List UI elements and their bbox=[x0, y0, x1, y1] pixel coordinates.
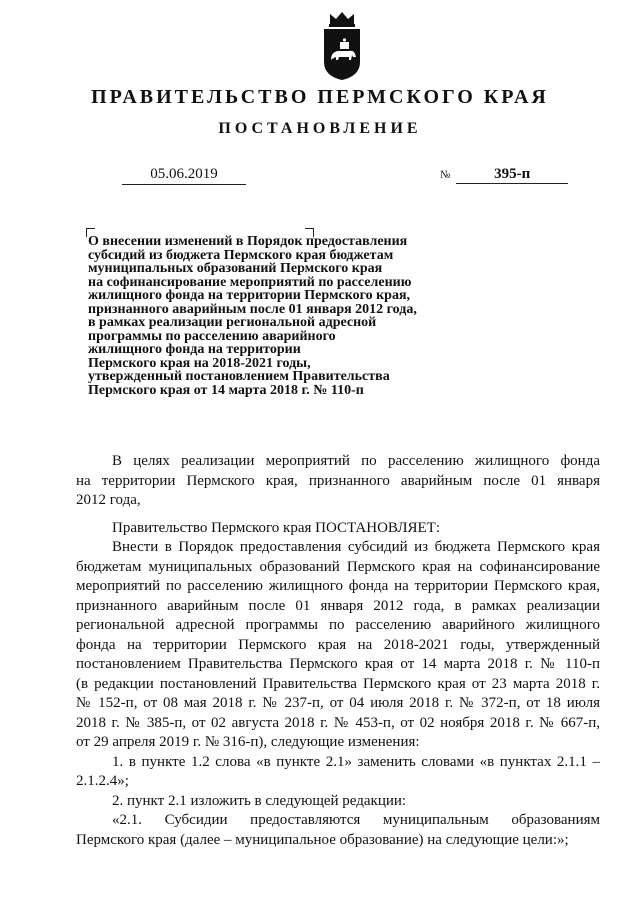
quoted-text-line: «2.1. Субсидии предоставляются муниципальным образованиям bbox=[112, 812, 600, 828]
quoted-text-line: Пермского края (далее – муниципальное образование) на следующие цели:»; bbox=[76, 831, 569, 848]
paragraph-line: 2018 г. № 385-п, от 02 августа 2018 г. № 453-п, от 02 ноября 2018 г. № 667-п, bbox=[76, 714, 600, 731]
paragraph-line: признанного аварийным после 01 января 2012 года, в рамках реализации bbox=[76, 597, 600, 614]
subject-line: Пермского края на 2018-2021 годы, bbox=[88, 355, 311, 371]
paragraph-line: постановлением Правительства Пермского края от 14 марта 2018 г. № 110-п bbox=[76, 656, 600, 672]
amendment-item: 2. пункт 2.1 изложить в следующей редакции: bbox=[112, 792, 407, 809]
document-subject bbox=[88, 235, 488, 397]
subject-line: жилищного фонда на территории Пермского края, bbox=[88, 288, 411, 303]
subject-line: признанного аварийным после 01 января 2012 года, bbox=[88, 301, 417, 317]
paragraph-line: региональной адресной программы по расселению аварийного жилищного bbox=[76, 617, 600, 633]
subject-line: муниципальных образований Пермского края bbox=[88, 261, 383, 276]
document-body bbox=[76, 452, 600, 850]
paragraph-line: Внести в Порядок предоставления субсидий из бюджета Пермского края bbox=[112, 539, 600, 555]
document-number-block bbox=[440, 166, 568, 184]
document-date: 05.06.2019 bbox=[122, 166, 246, 185]
subject-line: программы по расселению аварийного bbox=[88, 328, 336, 344]
paragraph-line: В целях реализации мероприятий по расселению жилищного фонда bbox=[112, 453, 600, 469]
subject-line: Пермского края от 14 марта 2018 г. № 110-п bbox=[88, 382, 364, 398]
paragraph-line: от 29 апреля 2019 г. № 316-п), следующие изменения: bbox=[76, 734, 420, 750]
amendment-item: 2.1.2.4»; bbox=[76, 773, 129, 789]
government-title: ПРАВИТЕЛЬСТВО ПЕРМСКОГО КРАЯ bbox=[91, 86, 549, 108]
document-type: ПОСТАНОВЛЕНИЕ bbox=[218, 120, 422, 137]
paragraph-line: 2012 года, bbox=[76, 492, 141, 508]
coat-of-arms-icon bbox=[318, 10, 366, 82]
subject-line: в рамках реализации региональной адресной bbox=[88, 315, 377, 330]
resolution-statement: Правительство Пермского края ПОСТАНОВЛЯЕТ: bbox=[112, 519, 441, 536]
paragraph-line: № 152-п, от 08 мая 2018 г. № 237-п, от 04 июля 2018 г. № 372-п, от 18 июля bbox=[76, 695, 600, 711]
paragraph-line: бюджетам муниципальных образований Пермского края на софинансирование bbox=[76, 558, 600, 575]
paragraph-line: мероприятий по расселению жилищного фонда на территории Пермского края, bbox=[76, 578, 600, 594]
subject-line: на софинансирование мероприятий по расселению bbox=[88, 274, 412, 290]
subject-line: субсидий из бюджета Пермского края бюджетам bbox=[88, 247, 394, 263]
subject-line: О внесении изменений в Порядок предоставления bbox=[88, 234, 408, 249]
subject-line: утвержденный постановлением Правительства bbox=[88, 369, 390, 384]
document-number: 395-п bbox=[456, 166, 568, 184]
paragraph-line: (в редакции постановлений Правительства Пермского края от 23 марта 2018 г. bbox=[76, 675, 600, 692]
paragraph-line: фонда на территории Пермского края на 2018-2021 годы, утвержденный bbox=[76, 636, 600, 653]
subject-line: жилищного фонда на территории bbox=[88, 342, 301, 357]
amendment-item: 1. в пункте 1.2 слова «в пункте 2.1» заменить словами «в пунктах 2.1.1 – bbox=[112, 753, 600, 770]
number-sign: № bbox=[440, 169, 451, 181]
paragraph-line: на территории Пермского края, признанного аварийным после 01 января bbox=[76, 472, 600, 489]
